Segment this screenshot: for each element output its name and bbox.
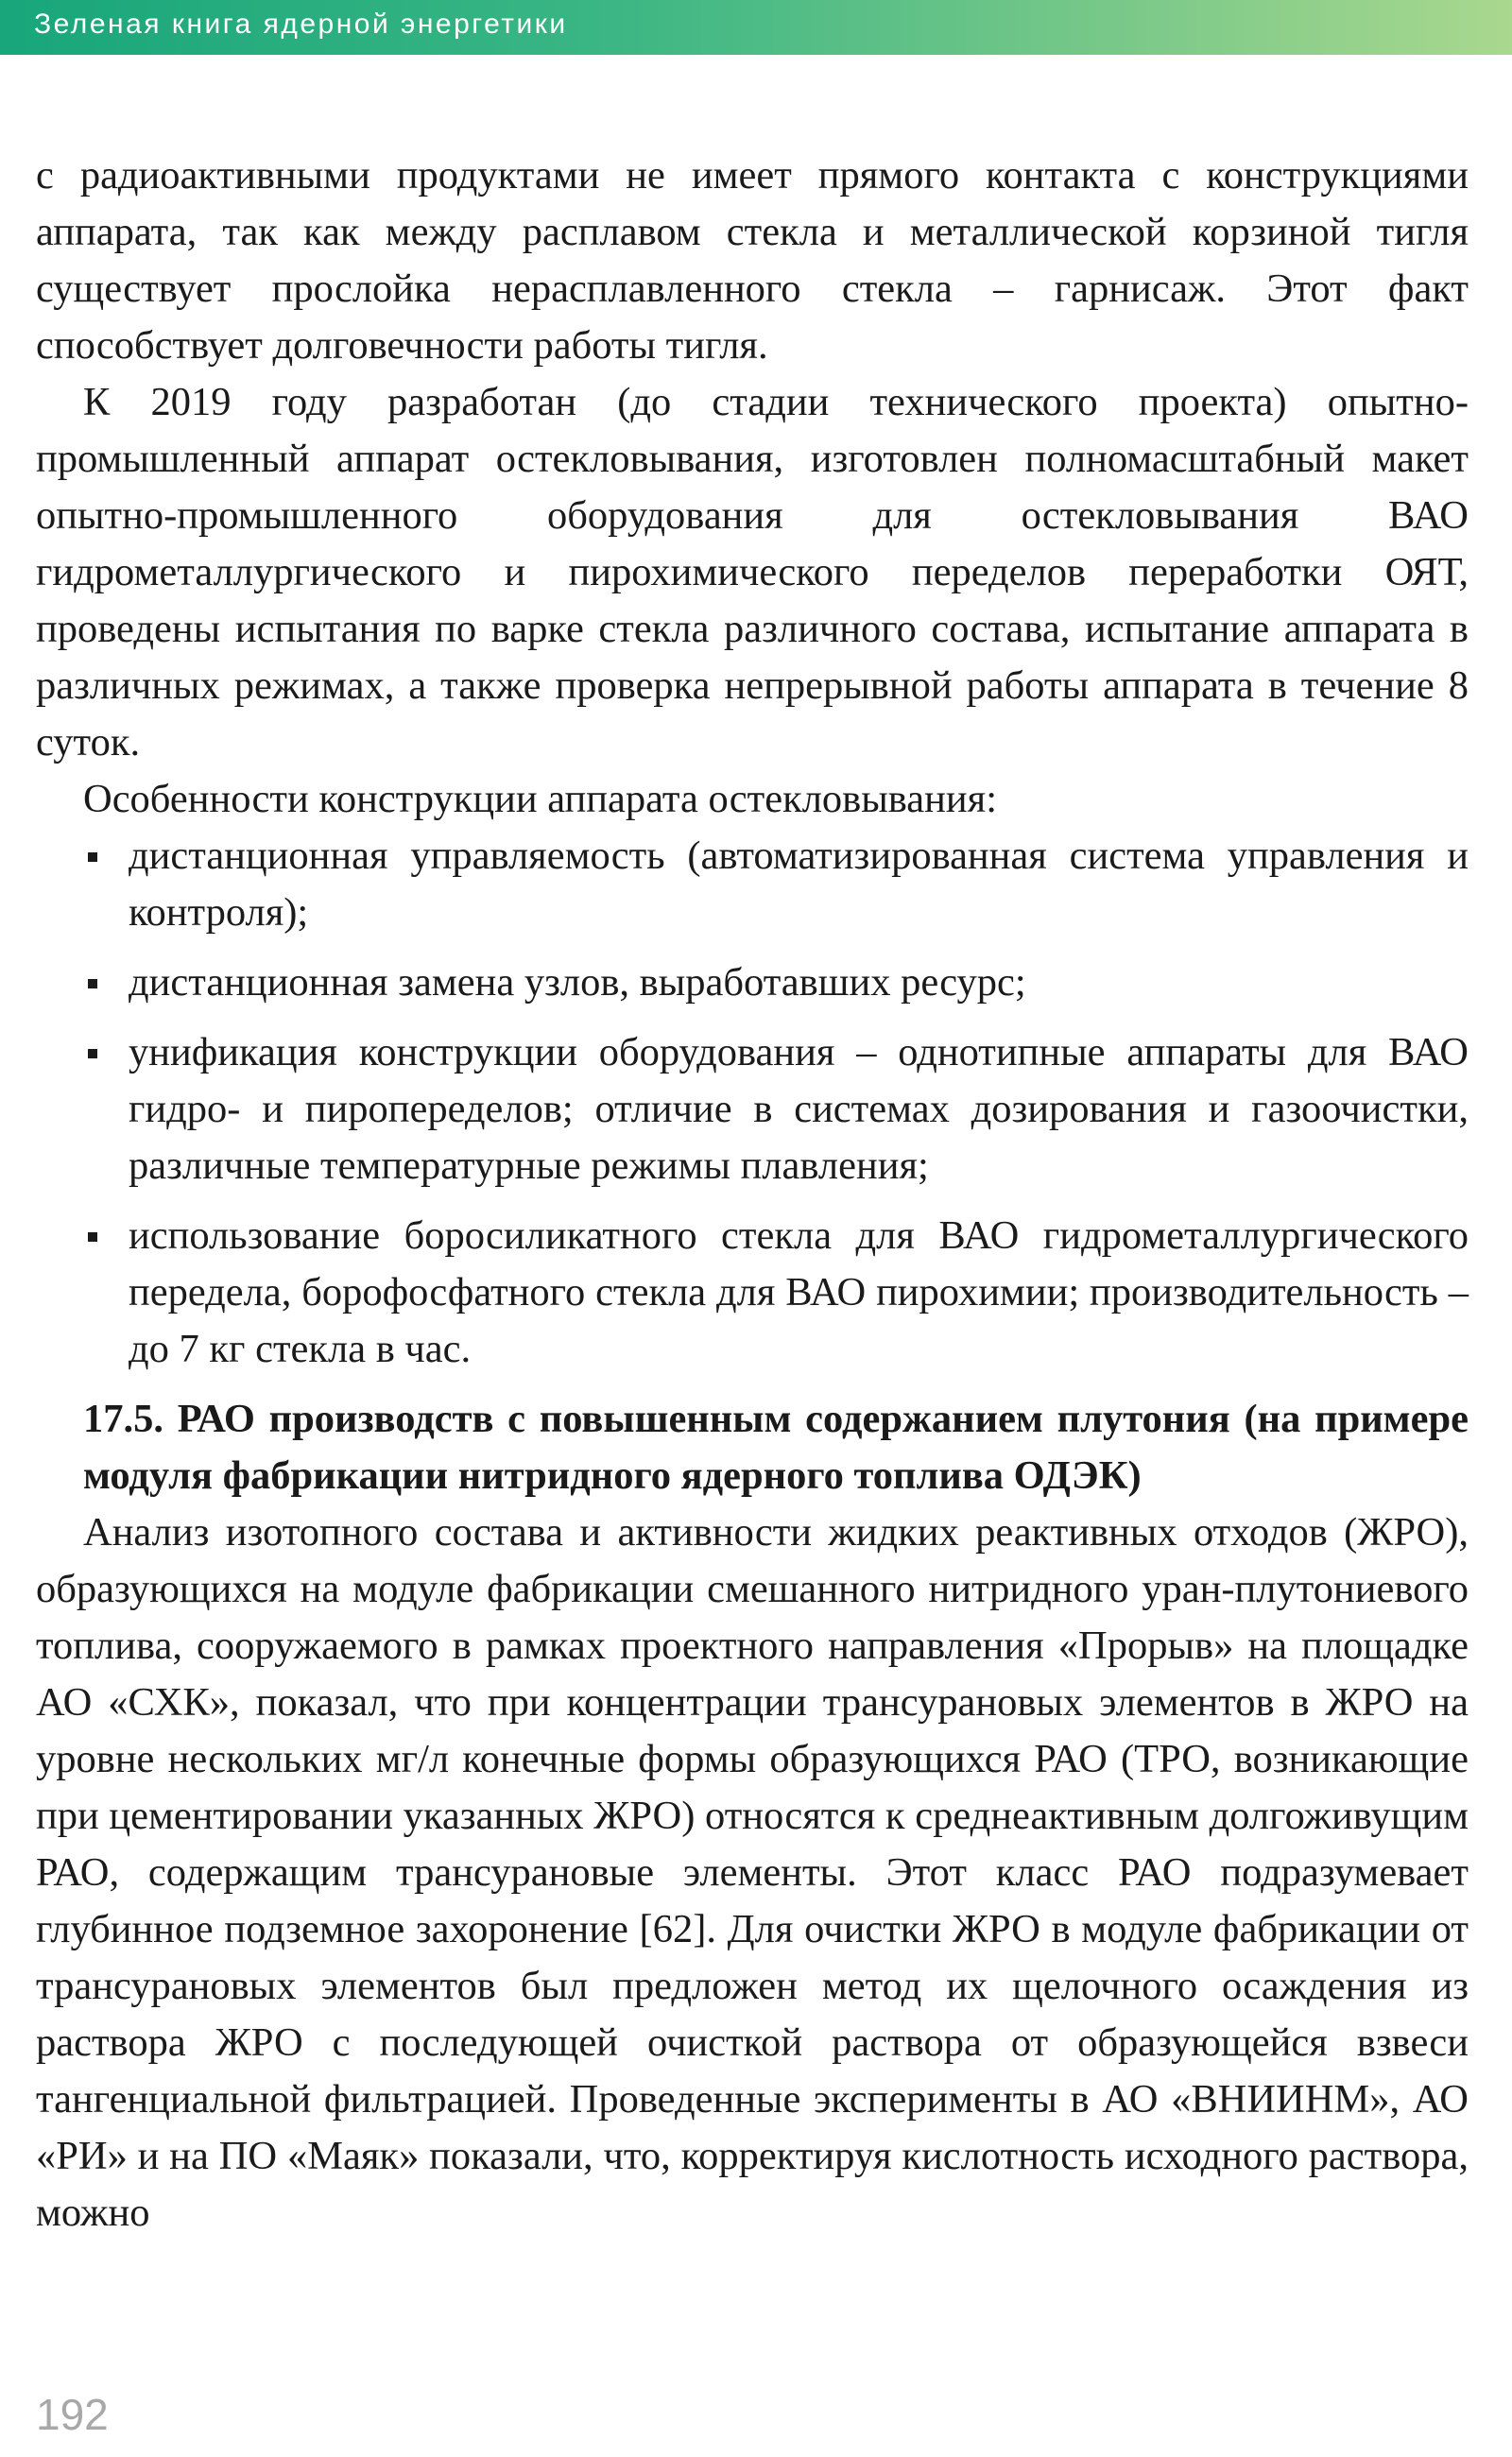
list-item-text: унификация конструкции оборудования – однотипные аппараты для ВАО гидро- и пиропеределов; отличие в системах дозирования и газоочистки, различные температурные режимы плавления; (129, 1030, 1469, 1188)
features-intro: Особенности конструкции аппарата остекловывания: (83, 777, 998, 821)
list-item-text: дистанционная управляемость (автоматизированная система управления и контроля); (129, 833, 1469, 935)
list-item (36, 1208, 1469, 1378)
section-heading: 17.5. РАО производств с повышенным содержанием плутония (на примере модуля фабрикации нитридного ядерного топлива ОДЭК) (83, 1397, 1469, 1498)
square-bullet-icon (88, 1049, 97, 1058)
paragraph-continuation: с радиоактивными продуктами не имеет прямого контакта с конструкциями аппарата, так как между расплавом стекла и металлической корзиной тигля существует прослойка нерасплавленного стекла – гарнисаж. Этот факт способствует долговечности работы тигля. (36, 153, 1469, 368)
square-bullet-icon (88, 979, 97, 988)
running-header (0, 0, 1512, 55)
list-item-text: использование боросиликатного стекла для ВАО гидрометаллургического передела, борофосфатного стекла для ВАО пирохимии; производительность – до 7 кг стекла в час. (129, 1213, 1469, 1371)
square-bullet-icon (88, 852, 97, 862)
paragraph-vitrification-2019: К 2019 году разработан (до стадии технического проекта) опытно-промышленный аппарат остекловывания, изготовлен полномасштабный макет опытно-промышленного оборудования для остекловывания ВАО гидрометаллургического и пирохимического переделов переработки ОЯТ, проведены испытания по варке стекла различного состава, испытание аппарата в различных режимах, а также проверка непрерывной работы аппарата в течение 8 суток. (36, 380, 1469, 765)
page-body (36, 147, 1469, 2242)
list-item (36, 828, 1469, 941)
book-title: Зеленая книга ядерной энергетики (34, 9, 568, 40)
square-bullet-icon (88, 1232, 97, 1242)
page-number: 192 (36, 2390, 109, 2439)
list-item-text: дистанционная замена узлов, выработавших ресурс; (129, 960, 1026, 1005)
list-item (36, 954, 1469, 1011)
features-list (36, 828, 1469, 1378)
paragraph-liquid-waste-analysis: Анализ изотопного состава и активности жидких реактивных отходов (ЖРО), образующихся на модуле фабрикации смешанного нитридного уран-плутониевого топлива, сооружаемого в рамках проектного направления «Прорыв» на площадке АО «СХК», показал, что при концентрации трансурановых элементов в ЖРО на уровне нескольких мг/л конечные формы образующихся РАО (ТРО, возникающие при цементировании указанных ЖРО) относятся к среднеактивным долгоживущим РАО, содержащим трансурановые элементы. Этот класс РАО подразумевает глубинное подземное захоронение [62]. Для очистки ЖРО в модуле фабрикации от трансурановых элементов был предложен метод их щелочного осаждения из раствора ЖРО с последующей очисткой раствора от образующейся взвеси тангенциальной фильтрацией. Проведенные эксперименты в АО «ВНИИНМ», АО «РИ» и на ПО «Маяк» показали, что, корректируя кислотность исходного раствора, можно (36, 1510, 1469, 2235)
list-item (36, 1024, 1469, 1194)
